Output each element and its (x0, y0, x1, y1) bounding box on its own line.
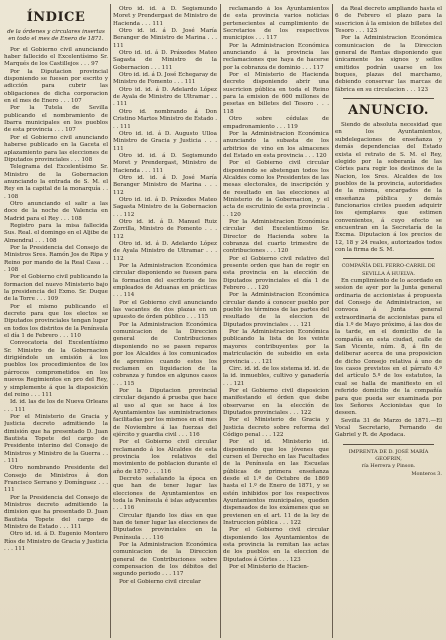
index-entry: Por el Ministerio de Gracia y Justicia decreto admitiendo la dimisión que ha presentado D. Juan Bautista Topete del cargo de Presidente interino del Consejo de Ministros y Ministro de la Guerra . . . 111 (4, 413, 108, 464)
index-entry: Otro id. id. á D. José María Beranger Ministro de Marina . . . 112 (113, 174, 217, 196)
index-list (335, 6, 442, 94)
column-rule (220, 4, 221, 638)
index-entry: Por la Presidencia del Consejo de Ministros decreto admitiendo la dimision que ha presentado D. Juan Bautista Topete del cargo de Ministro de Estado . . . 111 (4, 494, 108, 531)
signature-line: Sevilla 31 de Marzo de 1871.—El Vocal Secretario, Fernando de Gabriel y R. de Apodaca. (335, 417, 442, 439)
index-entry: Otro id. id. á D. Adelardo López de Ayala Ministro de Ultramar . . . 112 (113, 241, 217, 262)
index-entry: Por la Administracion Económica circular dando á conocer pueblo por pueblo los términos de las partes del resultado de la eleccion de Diputados provinciales . . . 121 (223, 292, 329, 328)
imprint-line: IMPRENTA DE D. JOSÉ MARÍA GEOFRIN, (348, 448, 429, 462)
index-entry: Circ. id. id. de los sistema id. id. de la id. inmuebles, cultivo y ganadería . . . 121 (223, 365, 329, 387)
index-entry: Por la Administracion Económica comunicacion de la Direccion general de Contribuciones sobre compensacion de los débitos del segundo periodo . . . 117 (113, 542, 217, 578)
index-entry: Otro nombrando Presidente del Consejo de Ministros á don Francisco Serrano y Domínguez . . . 111 (4, 465, 108, 494)
section-divider (343, 258, 434, 259)
index-entry: Por el mismo publicando el decreto para que los electos se Diputados provinciales tengan lugar en todos los distritos de la Península el día 1 de Febrero . . . 110 (4, 303, 108, 340)
anuncio-paragraph: Siendo de absoluta necesidad que en los Ayuntamientos, subdelegaciones de enseñanza y demás dependencias del Estado exista el retrato de S. M. el Rey, elegido por la soberanía de las Córtes para regir los destinos de la Nacion, los Sres. Alcaldes de los pueblos de la provincia, autoridades de la misma, encargados de la enseñanza pública y demás funcionarios civiles pueden adquirir los ejemplares que estimen convenientes, á cuyo efecto se encuentran en la Secretaría de la Excma. Diputacion á los precios de 12, 18 y 24 reales, autorizados todos con la firma de S. M. (335, 122, 442, 253)
index-entry: Otro id. id. á D. Segismundo Moret y Prendergast, Ministro de Hacienda . . . 111 (113, 152, 217, 174)
index-intro: de la órdenes y circulares insertas en todo el mes de Enero de 1871. (7, 29, 105, 43)
index-entry: Por el Gobierno civil relativo del presente orden que han de regir en esta provincia en la elección de Diputados provinciales el día 1 de Febrero . . . 120 (223, 255, 329, 292)
index-entry: Otro id. id. á D. Eugenio Montero Ríos de Ministro de Gracia y Justicia . . . 111 (4, 531, 108, 553)
index-entry: Por la Tutela de Sevilla publicando el nombramiento de Ibarra municipales en los pueblos de esta provincia . . . 107 (4, 105, 108, 134)
index-entry: Registro para la misa fallecida Sus. Real. el domingo en el Aljibe de Almendral . . . 108 (4, 222, 108, 244)
column-rule (332, 4, 333, 638)
index-entry: Por la Administracion Económica circular del Excelentísimo Sr. Director de Hacienda sobre la cobranza del cuarto trimestre de contribuciones . . . 120 (223, 218, 329, 255)
index-entry: Otro sobre cédulas de empadronamiento . . . 119 (223, 116, 329, 130)
index-entry: Por la Administracion Económica comunicacion de la Direccion general de Rentas disponiendo que únicamente los signos y sellos emitidos podrán usarse en los buques, plazas del marchamo, debiendo conservar las marcas de fábrica en su circulacion . . . 123 (335, 35, 442, 93)
index-entry: Por la Diputacion provincial circular dejando á prueba que hace al uso al que se hace á los Ayuntamientos las suministraciones facilitadas por los mismos en el mes de Noviembre á las fuerzas del ejército y guardia civil . . . 116 (113, 387, 217, 438)
index-entry: Por la Administracion Económica anunciando la subasta de los arbitrios de vino en los almacenes del Estado en esta provincia . . . 120 (223, 130, 329, 159)
index-entry: Por el Gobierno civil disposicion manifestando el órden que debe observarse en la elección de Diputados provinciales . . . 122 (223, 387, 329, 416)
index-entry: Por el Gobierno civil anunciando las vacantes de dos plazas en un upuesto de órden público . . . 115 (113, 299, 217, 321)
index-column-4 (335, 6, 442, 636)
index-entry: Otro anunciando el salir a las doce de la noche de Valencia en Madrid para el Rey . . . 108 (4, 200, 108, 222)
index-entry: Convocatoria del Excelentísimo Sr. Ministro de la Gobernacion dirigiéndole un emisión á los pueblos los procedimientos de los párrocos comprometidos en los nuevos Regimientos en pro del Rey, y simplemente á que la disposición del reino . . . 111 (4, 340, 108, 398)
index-list (223, 6, 329, 571)
index-entry: Otro id. id. á D. Augusto Ulloa Ministro de Gracia y Justicia . . . 111 (113, 130, 217, 152)
index-entry: Otro id. id. á D. José María Beranger de Ministro de Marina . . . 111 (113, 28, 217, 49)
index-entry: Telegrama del Excelentísimo Sr. Ministro de la Gobernacion anunciando la entrada de S. M. el Rey en la capital de la monarquía . . . 108 (4, 164, 108, 200)
section-divider (343, 444, 434, 445)
index-entry: Por el Gobierno civil circular (119, 578, 201, 585)
index-entry: da Real decreto ampliando hasta el 6 de Febrero el plazo para la suscricion á la emision de billetes del Tesoro . . . 123 (335, 6, 442, 35)
column-rule (110, 4, 111, 638)
index-heading: ÍNDICE (26, 10, 86, 25)
index-entry: Por la Administracion Económica anunciando á la provincia las reclamaciones que haya de hacerse por la cobranza de dominio . . . 117 (223, 42, 329, 71)
index-entry: Otro id. id. á D. Práxedes Mateo Sagasta de Ministro de la Gobernacion . . . 111 (113, 50, 217, 71)
index-entry: reclamando á los Ayuntamientos de esta provincia varios noticias pertenecientes al cumplimiento de Secretarios de los respectivos municipios . . . 117 (223, 6, 329, 42)
section-divider (343, 98, 434, 99)
index-entry: Por el Ministerio de Hacienda decreto disponiendo abrir una suscricion pública en toda el Reino para la emision de 600 millones de pesetas en billetes del Tesoro . . . 118 (223, 72, 329, 115)
imprint-line: Monteros 3. (411, 470, 442, 477)
index-entry: Por la Presidencia del Consejo de Ministros Sres. Ramón Jos de Ripa y Reino por mando de la Real Casa . . . 108 (4, 244, 108, 273)
index-entry: Circular fijando los días en que han de tener lugar las elecciones de Diputados provinciales en la Península . . . 116 (113, 512, 217, 541)
index-entry: Otro id. id. á D. José Echegaray de Ministro de Fomento . . . 111 (113, 72, 217, 86)
index-entry: Por el Gobierno civil anunciando haberse publicado en la Gaceta el aplazamiento para las elecciones de Diputados provinciales . . . 108 (4, 134, 108, 163)
index-entry: Por la Diputacion provincial disponiendo se fuesen por escrito y adicción para cubrir las obligaciones de dicha corporacion en el mes de Enero . . . 107 (4, 68, 108, 105)
index-entry: Otro id. id. á D. Manuel Ruiz Zorrilla, Ministro de Fomento . . . 112 (113, 218, 217, 240)
anuncio-heading: ANUNCIO. (348, 103, 429, 119)
index-list (4, 47, 108, 554)
index-entry: Decreto señalando la época en que han de tener lugar las elecciones de Ayuntamientos en toda la Península é islas adyacentes . . . 116 (113, 476, 217, 512)
index-entry: Por la Administracion Económica publicando la lista de los veinte mayores contribuyentes por la matriculación de subsidio en esta provincia . . . 121 (223, 329, 329, 365)
index-entry: Por el id. Ministerio id. disponiendo que los jóvenes que cursen el Derecho en las Facultades de la Península en las Escuelas públicas de primera enseñanza desde el 1.º de Octubre de 1869 hasta el 1.º de Enero de 1871, y se estén inhibidos por los respectivos Ayuntamientos municipales, queden dispensados de los exámenes que se previenen en el art. 11 de la ley de Instruccion pública . . . 122 (223, 439, 329, 527)
index-entry: Por la Administracion Económica comunicacion de la Direccion general de Contribuciones disponiendo no se pasen reparos por los Alcaldes á los comunicados de apremios cuando estos los reclamen en liquidacion de la cobranza y fundos en algunos casos . . . 115 (113, 321, 217, 387)
index-column-3 (223, 6, 329, 636)
index-entry: Por el Gobierno civil publicando la formacion del nuevo Ministerio bajo la presidencia del Exmo. Sr. Duque de la Torre . . . 109 (4, 274, 108, 303)
company-heading: COMPAÑÍA DEL FERRO-CARRIL DE SEVILLA Á HUELVA. (341, 263, 436, 277)
index-entry: Por el Gobierno civil circular reclamando á los Alcaldes de esta provincia los relativos del movimiento de poblacion durante el año de 1870 . . . 116 (113, 439, 217, 475)
company-paragraph: En cumplimiento de lo acordado en sesion de ayer por la Junta general ordinaria de accionistas á propuesta del Consejo de Administracion, se convoca á Junta general extraordinaria de accionistas para el día 1.º de Mayo próximo, á las dos de la tarde, en el domicilio de la compañía en esta ciudad, calle de San Vicente, núm. 8, á fin de deliberar acerca de una proposicion de dicho Consejo relativa á uno de los casos previstos en el párrafo 4.º del artículo 5.º de los estatutos, la cual se halla de manifiesto en el referido domicilio de la compañía para que pueda ser examinada por los Señores Accionistas que lo deseen. (335, 278, 442, 417)
imprint-line: ría Herrera y Pinson. (361, 463, 416, 470)
index-entry: Otro id. id. á D. Práxedes Mateo Sagasta Ministro de la Gobernacion . . . 112 (113, 196, 217, 218)
index-entry: Otro id. nombrando á Don Cristino Martos Ministro de Estado . . . 111 (113, 108, 217, 130)
index-entry: Por el Gobierno civil anunciando haber fallecido el Excelentísimo Sr. Marqués de los Castillejos . . . 97 (4, 46, 108, 68)
index-list (113, 6, 217, 586)
index-entry: Por la Administracion Económica circular disponiendo se fuesen para la formacion del escritorio de los empleados de Aduanas en prácticas . . . 114 (113, 263, 217, 299)
index-entry: Id. id. las de los de Nueva Orleans . . . 111 (4, 399, 108, 413)
index-entry: Otro id. id. á D. Segismundo Moret y Prendergast de Ministro de Hacienda . . . 111 (113, 6, 217, 27)
index-entry: Otro id. id. á D. Adelardo López de Ayala de Ministro de Ultramar . . . 111 (113, 86, 217, 108)
index-column-2 (113, 6, 217, 636)
index-entry: Por el Gobierno civil circular disponiendo se abstengan todos los Alcaldes como los Presidentes de las mesas electorales, de inscripción y de resultado en las elecciones al Ministerio de la Gobernacion, y el acta de escrutinio de esta provincia . . . 120 (223, 160, 329, 218)
index-entry: Por el Ministerio de Gracia y Justicia decreto sobre reforma del Código penal . . . 122 (223, 417, 329, 438)
index-entry: Por el Gobierno civil circular disponiendo los Ayuntamientos de esta provincia la remitan las actas de los pueblos en la eleccion de Diputados á Córtes . . . 123 (223, 527, 329, 563)
index-entry: Por el Ministerio de Hacien- (229, 564, 309, 571)
index-column-1 (4, 6, 108, 636)
